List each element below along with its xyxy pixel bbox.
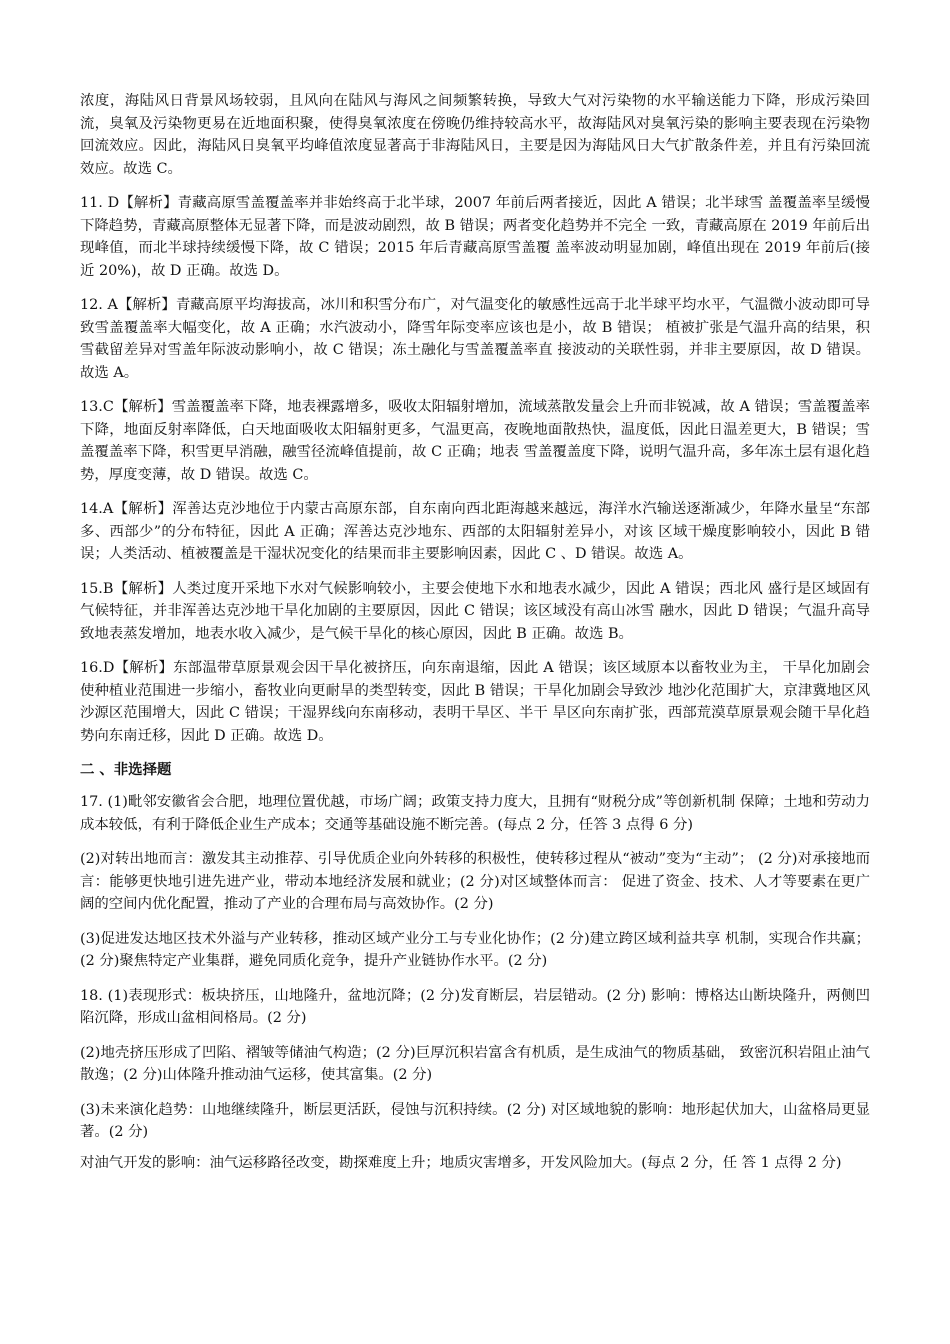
paragraph-q18-part3-oil-gas: 对油气开发的影响：油气运移路径改变，勘探难度上升；地质灾害增多，开发风险加大。(每点 2 分，任 答 1 点得 2 分) — [80, 1154, 842, 1171]
paragraph-q18-part1: 18. (1)表现形式：板块挤压，山地隆升，盆地沉降；(2 分)发育断层，岩层错动。(2 分) 影响：博格达山断块隆升，两侧凹陷沉降，形成山盆相间格局。(2 分) — [80, 987, 870, 1026]
paragraph-q10-continued: 浓度，海陆风日背景风场较弱，且风向在陆风与海风之间频繁转换，导致大气对污染物的水平输送能力下降，形成污染回流，臭氧及污染物更易在近地面积聚，使得臭氧浓度在傍晚仍维持较高水平，故海陆风对臭氧污染的影响主要表现在污染物回流效应。因此，海陆风日臭氧平均峰值浓度显著高于非海陆风日，主要是因为海陆风日大气扩散条件差，并且有污染回流效应。故选 C。 — [80, 93, 870, 177]
paragraph-q17-part3: (3)促进发达地区技术外溢与产业转移，推动区域产业分工与专业化协作；(2 分)建立跨区域利益共享 机制，实现合作共赢；(2 分)聚焦特定产业集群，避免同质化竞争，提升产业链协作水平。(2 分) — [80, 930, 870, 969]
answer-document — [80, 90, 870, 1186]
paragraph-q15-answer: 15.B【解析】人类过度开采地下水对气候影响较小，主要会使地下水和地表水减少，因此 A 错误；西北风 盛行是区域固有气候特征，并非浑善达克沙地干旱化加剧的主要原因，因此 C 错误；该区域没有高山冰雪 融水，因此 D 错误；气温升高导致地表蒸发增加，地表水收入减少，是气候干旱化的核心原因，因此 B 正确。故选 B。 — [80, 580, 870, 642]
paragraph-q11-answer: 11. D【解析】青藏高原雪盖覆盖率并非始终高于北半球，2007 年前后两者接近，因此 A 错误；北半球雪 盖覆盖率呈缓慢下降趋势，青藏高原整体无显著下降，而是波动剧烈，故 B 错误；两者变化趋势并不完全 一致，青藏高原在 2019 年前后出现峰值，而北半球持续缓慢下降，故 C 错误；2015 年后青藏高原雪盖覆 盖率波动明显加剧，峰值出现在 2019 年前后(接近 20%)，故 D 正确。故选 D。 — [80, 195, 870, 279]
paragraph-q17-part2: (2)对转出地而言：激发其主动推荐、引导优质企业向外转移的积极性，使转移过程从“被动”变为“主动”； (2 分)对承接地而言：能够更快地引进先进产业，带动本地经济发展和就业；(2 分)对区域整体而言： 促进了资金、技术、人才等要素在更广阔的空间内优化配置，推动了产业的合理布局与高效协作。(2 分) — [80, 851, 870, 912]
paragraph-q18-part2: (2)地壳挤压形成了凹陷、褶皱等储油气构造；(2 分)巨厚沉积岩富含有机质，是生成油气的物质基础， 致密沉积岩阻止油气散逸；(2 分)山体隆升推动油气运移，使其富集。(2 分) — [80, 1044, 870, 1083]
paragraph-q18-part3: (3)未来演化趋势：山地继续隆升，断层更活跃，侵蚀与沉积持续。(2 分) 对区域地貌的影响：地形起伏加大，山盆格局更显著。(2 分) — [80, 1101, 870, 1140]
paragraph-q16-answer: 16.D【解析】东部温带草原景观会因干旱化被挤压，向东南退缩，因此 A 错误；该区域原本以畜牧业为主， 干旱化加剧会使种植业范围进一步缩小，畜牧业向更耐旱的类型转变，因此 B 错误；干旱化加剧会导致沙 地沙化范围扩大，京津冀地区风沙源区范围增大，因此 C 错误；干湿界线向东南移动，表明干旱区、半干 旱区向东南扩张，西部荒漠草原景观会随干旱化趋势向东南迁移，因此 D 正确。故选 D。 — [80, 660, 870, 744]
paragraph-q17-part1: 17. (1)毗邻安徽省会合肥，地理位置优越，市场广阔；政策支持力度大，且拥有“财税分成”等创新机制 保障；土地和劳动力成本较低，有利于降低企业生产成本；交通等基础设施不断完善。(每点 2 分，任答 3 点得 6 分) — [80, 794, 870, 833]
paragraph-q13-answer: 13.C【解析】雪盖覆盖率下降，地表裸露增多，吸收太阳辐射增加，流域蒸散发量会上升而非锐减，故 A 错误；雪盖覆盖率下降，地面反射率降低，白天地面吸收太阳辐射更多，气温更高，夜晚地面散热快，温度低，因此日温差更大，B 错误；雪盖覆盖率下降，积雪更早消融，融雪径流峰值提前，故 C 正确；地表 雪盖覆盖度下降，说明气温升高，多年冻土层有退化趋势，厚度变薄，故 D 错误。故选 C。 — [80, 399, 870, 483]
paragraph-q14-answer: 14.A【解析】浑善达克沙地位于内蒙古高原东部，自东南向西北距海越来越远，海洋水汽输送逐渐减少，年降水量呈“东部多、西部少”的分布特征，因此 A 正确；浑善达克沙地东、西部的太阳辐射差异小，对该 区域干燥度影响较小，因此 B 错误；人类活动、植被覆盖是干湿状况变化的结果而非主要影响因素，因此 C 、D 错误。故选 A。 — [80, 501, 870, 562]
section-heading-non-choice: 二 、非选择题 — [80, 762, 172, 778]
paragraph-q12-answer: 12. A【解析】青藏高原平均海拔高，冰川和积雪分布广，对气温变化的敏感性远高于北半球平均水平，气温微小波动即可导致雪盖覆盖率大幅变化，故 A 正确；水汽波动小，降雪年际变率应该也是小，故 B 错误； 植被扩张是气温升高的结果，积雪截留差异对雪盖年际波动影响小，故 C 错误；冻土融化与雪盖覆盖率直 接波动的关联性弱，并非主要原因，故 D 错误。故选 A。 — [80, 297, 870, 381]
